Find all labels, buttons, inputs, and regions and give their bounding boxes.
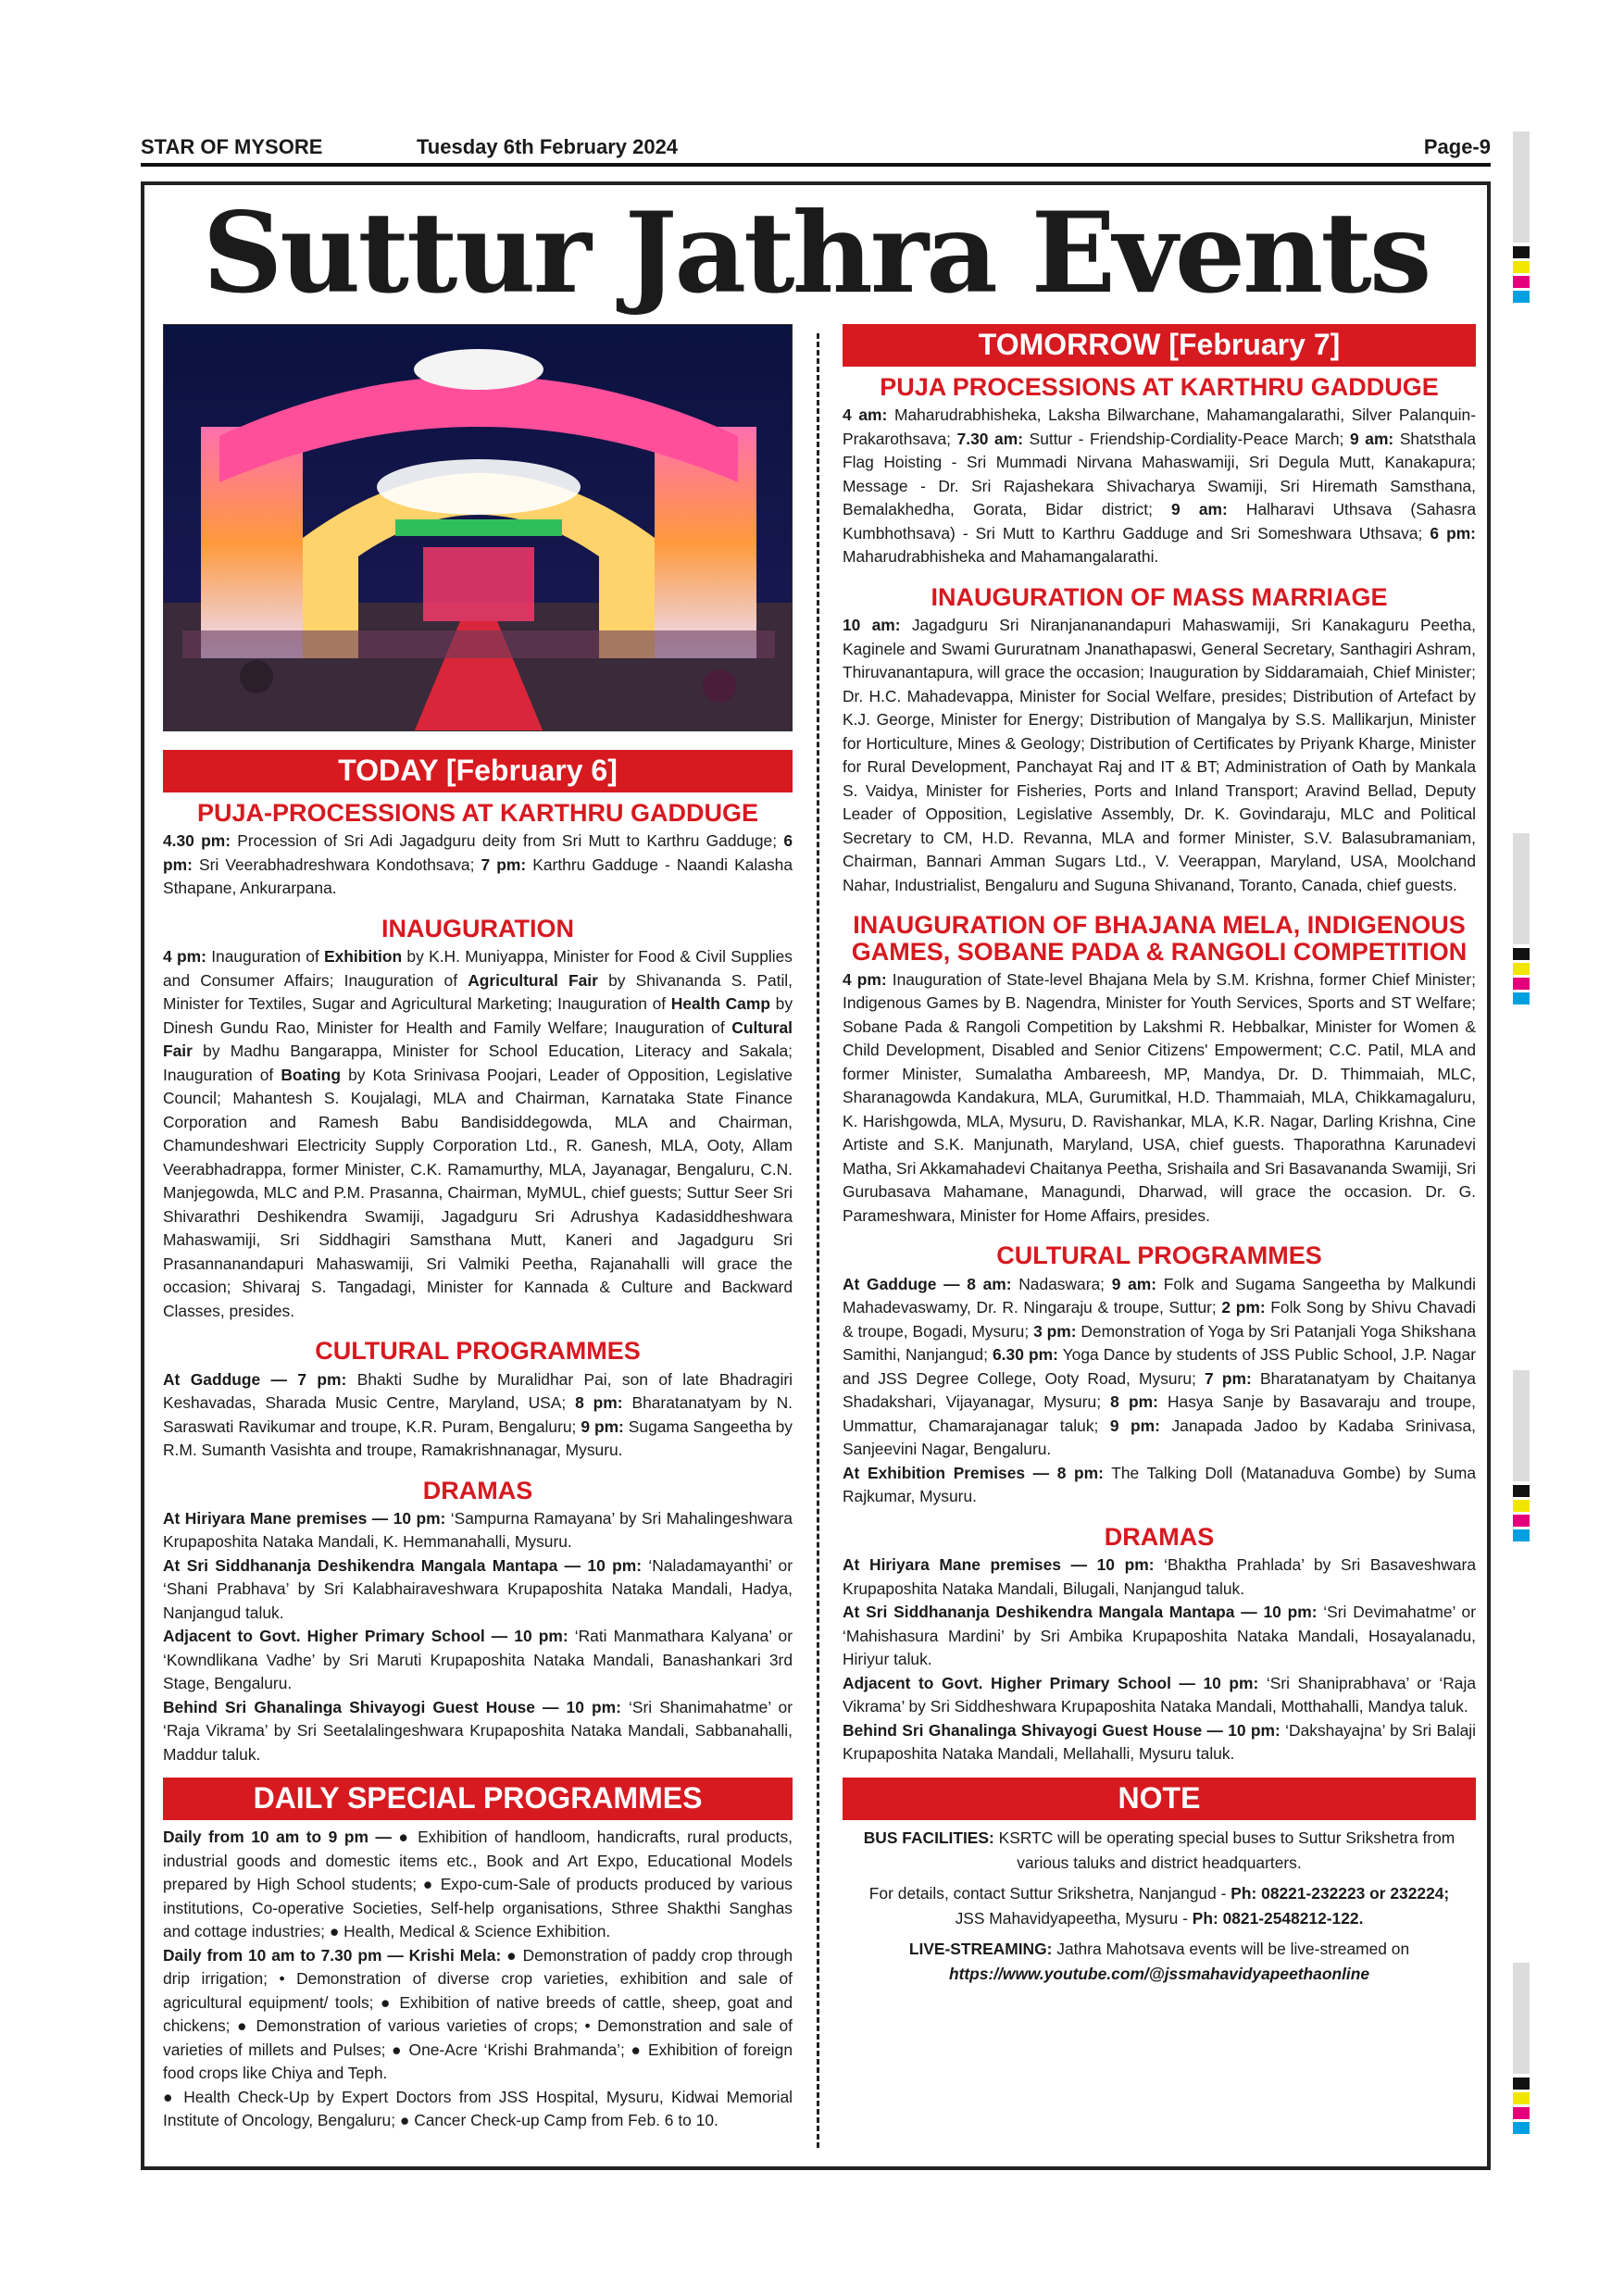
color-mark-magenta [1513, 276, 1530, 288]
color-mark-black [1513, 948, 1530, 960]
color-mark-cyan [1513, 2122, 1530, 2134]
mass-marriage-heading: INAUGURATION OF MASS MARRIAGE [931, 582, 1388, 611]
today-drama-item: Behind Sri Ghanalinga Shivayogi Guest House — 10 pm: ‘Sri Shanimahatme’ or ‘Raja Vikrama’ by Sri Seetalalingeshwara Krupaposhita Nataka Mandali, Sabbanahalli, Maddur taluk. [163, 1697, 793, 1764]
illuminated-gate-illustration [164, 325, 793, 731]
color-mark-cyan [1513, 992, 1530, 1004]
today-drama-item: Adjacent to Govt. Higher Primary School — 10 pm: ‘Rati Manmathara Kalyana’ or ‘Kowndlikana Vadhe’ by Sri Maruti Krupaposhita Nataka Mandali, Banashankari 3rd Stage, Bengaluru. [163, 1627, 793, 1693]
daily-banner: DAILY SPECIAL PROGRAMMES [163, 1778, 793, 1820]
today-cultural-text: At Gadduge — 7 pm: Bhakti Sudhe by Muralidhar Pai, son of late Bhadragiri Keshavadas, Sharada Music Centre, Maryland, USA; 8 pm: Bharatanatyam by N. Saraswati Ravikumar and troupe, K.R. Puram, Bengaluru; 9 pm: Sugama Sangeetha by R.M. Sumanth Vasishta and troupe, Ramakrishnanagar, Mysuru. [163, 1369, 793, 1460]
today-cultural-heading: CULTURAL PROGRAMMES [315, 1337, 641, 1366]
bhajana-mela-text: 4 pm: Inauguration of State-level Bhajana Mela by S.M. Krishna, former Chief Minister; Indigenous Games by B. Nagendra, Minister for Youth Services, Sports and ST Welfare; Sobane Pada & Rangoli Competition by Lakshmi R. Hebbalkar, Minister for Women & Child Development, Disabled and Senior Citizens' Empowerment; C.C. Patil, MLA and former Minister, Sumalatha Ambareesh, MP, Mandya, Dr. D. Thimmaiah, MLC, Sharanagowda Kandakura, MLA, Gurumitkal, H.D. Thammaiah, MLA, Chikkamagaluru, K. Harishgowda, MLA, Mysuru, D. Ravishankar, MLA, K.R. Nagar, Darling Krishna, Cine Artiste and S.K. Manjunath, Maryland, USA, chief guests. Thaporathna Karunadevi Matha, Sri Akkamahadevi Chaitanya Peetha, Srishaila and Sri Basavananda Swamiji, Sri Gurubasava Mahamane, Managundi, Dharwad, will grace the occasion. Dr. G. Parameshwara, Minister for Home Affairs, presides. [843, 969, 1476, 1225]
color-mark-black [1513, 1485, 1530, 1497]
color-mark-yellow [1513, 1500, 1530, 1512]
youtube-link[interactable]: https://www.youtube.com/@jssmahavidyapeethaonline [948, 1964, 1370, 1983]
daily-krishi-mela-text: Daily from 10 am to 7.30 pm — Krishi Mela: ● Demonstration of paddy crop through drip irrigation; • Demonstration of diverse crop varieties, exhibition and sale of agricultural equipment/ tools; ● Exhibition of native breeds of cattle, sheep, goat and chickens; ● Demonstration of various varieties of crops; • Demonstration and sale of varieties of millets and Pulses; ● One-Acre ‘Krishi Brahmanda’; ● Exhibition of foreign food crops like Chiya and Teph. [163, 1945, 793, 2083]
daily-health-text: ● Health Check-Up by Expert Doctors from JSS Hospital, Mysuru, Kidwai Memorial Institute of Oncology, Bengaluru; ● Cancer Check-up Camp from Feb. 6 to 10. [163, 2087, 793, 2130]
color-mark-magenta [1513, 978, 1530, 990]
color-mark-magenta [1513, 2107, 1530, 2119]
article-frame [141, 181, 1491, 2170]
tomorrow-cultural-text: At Gadduge — 8 am: Nadaswara; 9 am: Folk and Sugama Sangeetha by Malkundi Mahadevaswamy, Dr. R. Ningaraju & troupe, Suttur; 2 pm: Folk Song by Shivu Chavadi & troupe, Bogadi, Mysuru; 3 pm: Demonstration of Yoga by Sri Patanjali Yoga Shikshana Samithi, Nanjangud; 6.30 pm: Yoga Dance by students of JSS Public School, J.P. Nagar and JSS Degree College, Ooty Road, Mysuru; 7 pm: Bharatanatyam by Chaitanya Shadakshari, Vijayanagar, Mysuru; 8 pm: Hasya Sanje by Basavaraju and troupe, Ummattur, Chamarajanagar taluk; 9 pm: Janapada Jadoo by Kadaba Srinivasa, Sanjeevini Nagar, Bengaluru. [843, 1274, 1477, 1459]
color-mark-black [1513, 2078, 1530, 2090]
tomorrow-drama-item: Adjacent to Govt. Higher Primary School — 10 pm: ‘Sri Shaniprabhava’ or ‘Raja Vikrama’ by Sri Siddheshwara Krupaposhita Nataka Mandali, Motthahalli, Mandya taluk. [843, 1673, 1476, 1716]
page-title: Suttur Jathra Events [202, 188, 1430, 318]
today-inauguration-heading: INAUGURATION [381, 914, 574, 942]
color-mark-yellow [1513, 963, 1530, 975]
tomorrow-drama-item: At Hiriyara Mane premises — 10 pm: ‘Bhaktha Prahlada’ by Sri Basaveshwara Krupaposhita Nataka Mandali, Bilugali, Nanjangud taluk. [843, 1555, 1476, 1598]
tomorrow-drama-item: Behind Sri Ghanalinga Shivayogi Guest House — 10 pm: ‘Dakshayajna’ by Sri Balaji Krupaposhita Nataka Mandali, Mellahalli, Mysuru taluk. [843, 1720, 1476, 1764]
color-mark-cyan [1513, 1529, 1530, 1541]
color-mark-black [1513, 246, 1530, 258]
registration-strip [1513, 1963, 1530, 2074]
tomorrow-drama-item: At Sri Siddhananja Deshikendra Mangala Mantapa — 10 pm: ‘Sri Devimahatme’ or ‘Mahishasura Mardini’ by Sri Ambika Krupaposhita Nataka Mandali, Hosayalanadu, Hiriyur taluk. [843, 1603, 1476, 1669]
column-divider [817, 333, 819, 2148]
color-mark-magenta [1513, 1515, 1530, 1527]
today-banner: TODAY [February 6] [163, 750, 793, 792]
note-banner: NOTE [843, 1778, 1476, 1820]
bhajana-mela-heading: INAUGURATION OF BHAJANA MELA, INDIGENOUS GAMES, SOBANE PADA & RANGOLI COMPETITION [851, 911, 1468, 966]
tomorrow-puja-heading: PUJA PROCESSIONS AT KARTHRU GADDUGE [880, 373, 1439, 401]
tomorrow-exhibition-premises-text: At Exhibition Premises — 8 pm: The Talking Doll (Matanaduva Gombe) by Suma Rajkumar, Mysuru. [843, 1463, 1476, 1506]
registration-strip [1513, 131, 1530, 243]
contact-note: For details, contact Suttur Srikshetra, Nanjangud - Ph: 08221-232223 or 232224; JSS Mahavidyapeetha, Mysuru - Ph: 0821-2548212-122. [868, 1883, 1450, 1928]
color-mark-cyan [1513, 291, 1530, 303]
color-mark-yellow [1513, 2092, 1530, 2104]
color-mark-yellow [1513, 261, 1530, 273]
right-column [843, 324, 1476, 1992]
today-puja-heading: PUJA-PROCESSIONS AT KARTHRU GADDUGE [196, 799, 759, 827]
left-column [163, 324, 793, 2133]
today-drama-item: At Sri Siddhananja Deshikendra Mangala Mantapa — 10 pm: ‘Naladamayanthi’ or ‘Shani Prabhava’ by Sri Kalabhairaveshwara Krupaposhita Nataka Mandali, Hadya, Nanjangud taluk. [163, 1555, 793, 1622]
tomorrow-banner: TOMORROW [February 7] [843, 324, 1476, 367]
mass-marriage-text: 10 am: Jagadguru Sri Niranjananandapuri Mahaswamiji, Sri Kanakaguru Peetha, Kaginele and Swami Gururatnam Jnanathapaswi, General Secretary, Santhagiri Ashram, Thiruvanantapura, will grace the occasion; Inauguration by Siddaramaiah, Chief Minister; Dr. H.C. Mahadevappa, Minister for Social Welfare, presides; Distribution of Artefact by K.J. George, Minister for Energy; Distribution of Mangalya by S.S. Mallikarjun, Minister for Horticulture, Mines & Geology; Distribution of Certificates by Priyank Kharge, Minister for Rural Development, Panchayat Raj and IT & BT; Administration of Oath by Mankala S. Vaidya, Minister for Fisheries, Ports and Inland Transport; Aravind Bellad, Deputy Leader of Opposition, Legislative Assembly, Dr. K. Govindaraju, MLC and Political Secretary to CM, H.D. Revanna, MLA and former Minister, S.V. Balasubramaniam, Chairman, Bannari Amman Sugars Ltd., V. Veerappan, Maryland, USA, Moolchand Nahar, Industrialist, Bengaluru and Suguna Shivanand, Toranto, Canada, chief guests. [843, 616, 1476, 894]
today-puja-text: 4.30 pm: Procession of Sri Adi Jagadguru deity from Sri Mutt to Karthru Gadduge; 6 pm: Sri Veerabhadreshwara Kondothsava; 7 pm: Karthru Gadduge - Naandi Kalasha Sthapane, Ankurarpana. [163, 831, 793, 898]
daily-exhibition-text: Daily from 10 am to 9 pm — ● Exhibition of handloom, handicrafts, rural products, industrial goods and domestic items etc., Book and Art Expo, Educational Models prepared by High School students; ● Expo-cum-Sale of products produced by various institutions, Co-operative Societies, Self-help organisations, Sthree Shakthi Sanghas and cottage industries; ● Health, Medical & Science Exhibition. [163, 1828, 793, 1941]
today-drama-item: At Hiriyara Mane premises — 10 pm: ‘Sampurna Ramayana’ by Sri Mahalingeshwara Krupaposhita Nataka Mandali, K. Hemmanahalli, Mysuru. [163, 1508, 793, 1552]
tomorrow-cultural-heading: CULTURAL PROGRAMMES [996, 1242, 1322, 1270]
bus-facilities-note: BUS FACILITIES: KSRTC will be operating special buses to Suttur Srikshetra from various taluks and district headquarters. [863, 1828, 1455, 1872]
registration-strip [1513, 1370, 1530, 1481]
page-number: Page-9 [1423, 135, 1491, 158]
issue-date: Tuesday 6th February 2024 [417, 135, 679, 158]
today-dramas-heading: DRAMAS [422, 1476, 533, 1504]
jathra-gate-photo [163, 324, 793, 731]
registration-strip [1513, 833, 1530, 944]
live-streaming-note: LIVE-STREAMING: Jathra Mahotsava events will be live-streamed on https://www.youtube.com/@jssmahavidyapeethaonline [908, 1939, 1410, 1983]
tomorrow-puja-text: 4 am: Maharudrabhisheka, Laksha Bilwarchane, Mahamangalarathi, Silver Palanquin-Prakarothsava; 7.30 am: Suttur - Friendship-Cordiality-Peace March; 9 am: Shatsthala Flag Hoisting - Sri Mummadi Nirvana Mahaswamiji, Sri Degula Mutt, Kanakapura; Message - Dr. Sri Rajashekara Shivacharya Swamiji, Sri Hiremath Samsthana, Bemalakhedha, Gorata, Bidar district; 9 am: Halharavi Uthsava (Sahasra Kumbhothsava) - Sri Mutt to Karthru Gadduge and Sri Someshwara Uthsava; 6 pm: Maharudrabhisheka and Mahamangalarathi. [843, 406, 1477, 567]
tomorrow-dramas-heading: DRAMAS [1104, 1522, 1215, 1551]
publication-name: STAR OF MYSORE [141, 135, 323, 158]
today-inauguration-text: 4 pm: Inauguration of Exhibition by K.H. Muniyappa, Minister for Food & Civil Supplies and Consumer Affairs; Inauguration of Agricultural Fair by Shivananda S. Patil, Minister for Textiles, Sugar and Agricultural Marketing; Inauguration of Health Camp by Dinesh Gundu Rao, Minister for Health and Family Welfare; Inauguration of Cultural Fair by Madhu Bangarappa, Minister for School Education, Literacy and Sakala; Inauguration of Boating by Kota Srinivasa Poojari, Leader of Opposition, Legislative Council; Mahantesh S. Koujalagi, MLA and Chairman, Karnataka State Finance Corporation and Ramesh Babu Bandisiddegowda, MLA and Chairman, Chamundeshwari Electricity Supply Corporation Ltd., R. Ganesh, MLA, Ooty, Allam Veerabhadrappa, former Minister, C.K. Ramamurthy, MLA, Jayanagar, Bengaluru, C.N. Manjegowda, MLC and P.M. Prasanna, Chairman, MyMUL, chief guests; Suttur Seer Sri Shivarathri Deshikendra Swamiji, Jagadguru Sri Adrushya Kadasiddheshwara Mahaswamiji, Sri Siddhagiri Samsthana Mutt, Kaneri and Jagadguru Sri Prasannanandapuri Mahaswamiji, Sri Valmiki Peetha, Rajanahalli will grace the occasion; Shivaraj S. Tangadagi, Minister for Kannada & Culture and Backward Classes, presides. [163, 947, 793, 1320]
masthead [141, 131, 1491, 167]
